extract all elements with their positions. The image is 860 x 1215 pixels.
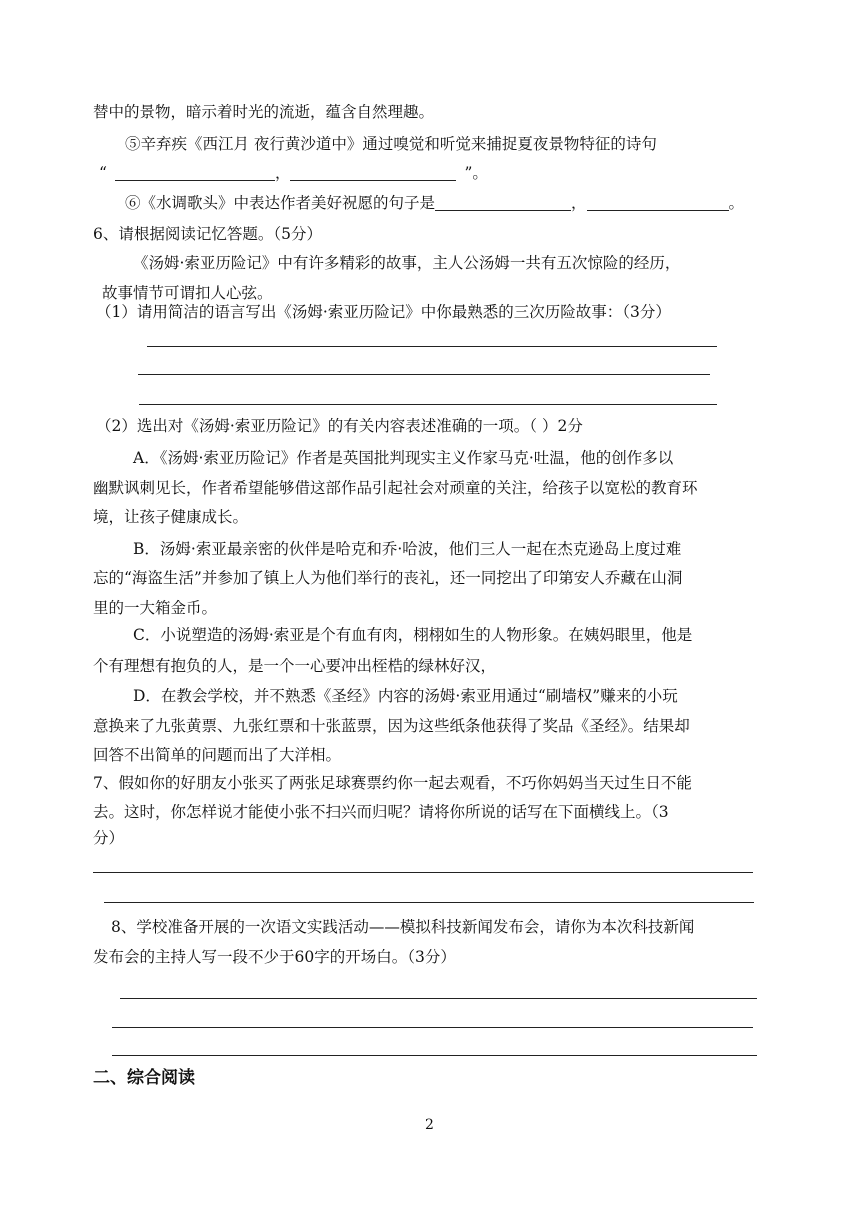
question-6-2: （2）选出对《汤姆·索亚历险记》的有关内容表述准确的一项。（ ）2分 [96,417,583,435]
text-line: 幽默讽刺见长，作者希望能够借这部作品引起社会对顽童的关注，给孩子以宽松的教育环 [93,479,698,497]
text-line: 意换来了九张黄票、九张红票和十张蓝票，因为这些纸条他获得了奖品《圣经》。结果却 [93,717,690,735]
answer-line[interactable] [93,872,753,873]
text-line: 回答不出简单的问题而出了大洋相。 [93,746,342,764]
section-heading: 二、综合阅读 [93,1068,195,1088]
text-line: 故事情节可谓扣人心弦。 [102,284,273,302]
question-7: 7、假如你的好朋友小张买了两张足球赛票约你一起去观看，不巧你妈妈当天过生日不能 [93,774,692,792]
answer-blank[interactable] [115,164,275,181]
answer-blank[interactable] [290,164,456,181]
option-b: B．汤姆·索亚最亲密的伙伴是哈克和乔·哈波，他们三人一起在杰克逊岛上度过难 [133,540,682,558]
question-5-5: ⑤辛弃疾《西江月 夜行黄沙道中》通过嗅觉和听觉来捕捉夏夜景物特征的诗句 [125,135,657,153]
answer-line[interactable] [112,1055,757,1056]
question-5-6: ⑥《水调歌头》中表达作者美好祝愿的句子是 ， 。 [125,194,745,212]
text-line: 替中的景物，暗示着时光的流逝，蕴含自然理趣。 [93,103,435,121]
answer-line[interactable] [139,404,717,405]
answer-line[interactable] [112,1027,753,1028]
text-line: 发布会的主持人写一段不少于60字的开场白。（3分） [93,948,456,966]
question-6-heading: 6、请根据阅读记忆答题。（5分） [93,225,322,243]
text-line: 去。这时，你怎样说才能使小张不扫兴而归呢？请将你所说的话写在下面横线上。（3 [93,803,669,821]
option-c: C．小说塑造的汤姆·索亚是个有血有肉，栩栩如生的人物形象。在姨妈眼里，他是 [133,626,693,644]
option-a: A．《汤姆·索亚历险记》作者是英国批判现实主义作家马克·吐温，他的创作多以 [133,449,674,467]
text-line: 个有理想有抱负的人，是一个一心要冲出桎梏的绿林好汉， [93,657,497,675]
question-6-1: （1）请用简洁的语言写出《汤姆·索亚历险记》中你最熟悉的三次历险故事：（3分） [96,303,671,321]
answer-line[interactable] [104,902,754,903]
answer-line[interactable] [120,998,757,999]
text-line: 分） [93,829,125,847]
page-number: 2 [425,1117,434,1133]
answer-line[interactable] [138,374,710,375]
question-8: 8、学校准备开展的一次语文实践活动——模拟科技新闻发布会，请你为本次科技新闻 [111,918,695,936]
option-d: D．在教会学校，并不熟悉《圣经》内容的汤姆·索亚用通过“刷墙权”赚来的小玩 [133,687,678,705]
answer-blank[interactable] [587,194,729,211]
answer-line[interactable] [147,346,717,347]
text-line: 里的一大箱金币。 [93,599,218,617]
text-line: 忘的“海盗生活”并参加了镇上人为他们举行的丧礼，还一同挖出了印第安人乔藏在山洞 [93,569,683,587]
answer-blank[interactable] [435,194,571,211]
text-line: 《汤姆·索亚历险记》中有许多精彩的故事，主人公汤姆一共有五次惊险的经历， [133,254,681,272]
question-5-5-answer-line: “ ， ”。 [99,164,488,182]
text-line: 境，让孩子健康成长。 [93,508,249,526]
